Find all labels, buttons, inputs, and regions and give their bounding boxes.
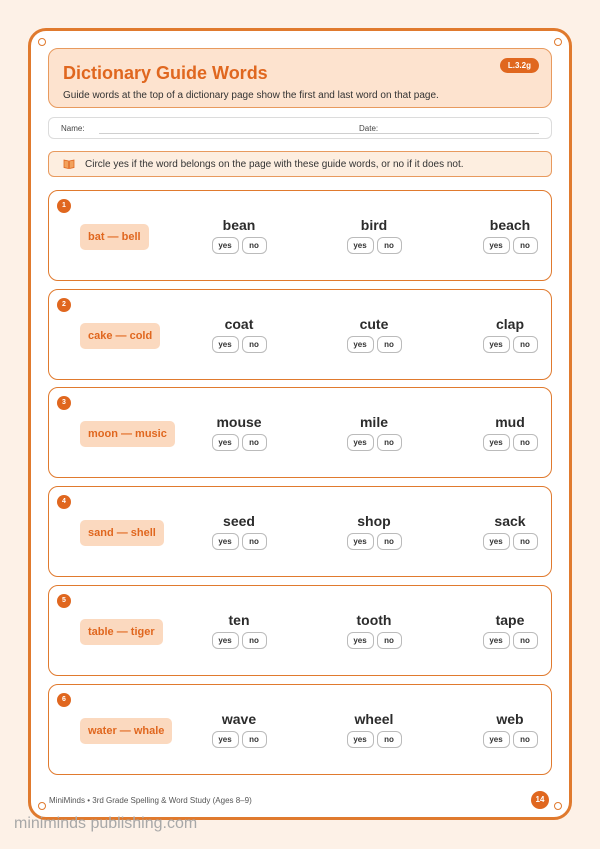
yes-option[interactable]: yes (483, 533, 510, 550)
no-option[interactable]: no (242, 237, 267, 254)
yes-option[interactable]: yes (483, 336, 510, 353)
guide-words-label: bat — bell (80, 224, 149, 250)
no-option[interactable]: no (242, 336, 267, 353)
test-word: tape (495, 612, 525, 628)
test-word: beach (489, 217, 531, 233)
exercise-item (48, 486, 552, 577)
no-option[interactable]: no (377, 632, 402, 649)
test-word: coat (224, 316, 254, 332)
no-option[interactable]: no (513, 237, 538, 254)
word-choice (334, 612, 414, 649)
yes-option[interactable]: yes (212, 434, 239, 451)
standard-badge: L.3.2g (500, 58, 539, 73)
word-choice (334, 316, 414, 353)
item-number-badge: 5 (57, 594, 71, 608)
yes-option[interactable]: yes (483, 237, 510, 254)
name-field[interactable] (99, 133, 389, 134)
yes-option[interactable]: yes (483, 632, 510, 649)
corner-dot (38, 38, 46, 46)
no-option[interactable]: no (377, 237, 402, 254)
instructions-text: Circle yes if the word belongs on the page with these guide words, or no if it does not. (85, 159, 464, 170)
name-date-row (48, 117, 552, 139)
no-option[interactable]: no (513, 632, 538, 649)
name-label: Name: (61, 124, 85, 133)
test-word: cute (359, 316, 389, 332)
page-title: Dictionary Guide Words (63, 63, 268, 83)
test-word: bird (360, 217, 388, 233)
no-option[interactable]: no (377, 336, 402, 353)
item-number-badge: 1 (57, 199, 71, 213)
date-field[interactable] (389, 133, 539, 134)
test-word: web (496, 711, 524, 727)
book-icon (63, 159, 75, 169)
no-option[interactable]: no (513, 533, 538, 550)
yes-option[interactable]: yes (212, 533, 239, 550)
corner-dot (554, 38, 562, 46)
guide-words-label: cake — cold (80, 323, 160, 349)
page-number: 14 (531, 791, 549, 809)
exercise-item (48, 190, 552, 281)
yes-option[interactable]: yes (212, 237, 239, 254)
guide-words-label: sand — shell (80, 520, 164, 546)
word-choice (470, 711, 550, 748)
item-number-badge: 6 (57, 693, 71, 707)
no-option[interactable]: no (242, 632, 267, 649)
word-choice (199, 711, 279, 748)
test-word: bean (222, 217, 256, 233)
yes-option[interactable]: yes (347, 731, 374, 748)
test-word: sack (494, 513, 526, 529)
guide-words-label: moon — music (80, 421, 175, 447)
word-choice (334, 513, 414, 550)
word-choice (199, 316, 279, 353)
word-choice (334, 217, 414, 254)
yes-option[interactable]: yes (483, 434, 510, 451)
yes-option[interactable]: yes (347, 237, 374, 254)
test-word: mud (495, 414, 525, 430)
word-choice (199, 612, 279, 649)
word-choice (199, 513, 279, 550)
yes-option[interactable]: yes (347, 632, 374, 649)
item-number-badge: 2 (57, 298, 71, 312)
worksheet-header (48, 48, 552, 108)
word-choice (470, 316, 550, 353)
test-word: seed (223, 513, 255, 529)
word-choice (470, 217, 550, 254)
test-word: tooth (356, 612, 392, 628)
no-option[interactable]: no (377, 434, 402, 451)
test-word: clap (495, 316, 524, 332)
page-subtitle: Guide words at the top of a dictionary page show the first and last word on that page. (63, 90, 439, 101)
no-option[interactable]: no (242, 731, 267, 748)
test-word: wave (221, 711, 257, 727)
exercise-item (48, 585, 552, 676)
word-choice (334, 711, 414, 748)
yes-option[interactable]: yes (347, 336, 374, 353)
test-word: ten (228, 612, 250, 628)
word-choice (199, 217, 279, 254)
word-choice (470, 513, 550, 550)
item-number-badge: 4 (57, 495, 71, 509)
no-option[interactable]: no (513, 731, 538, 748)
corner-dot (554, 802, 562, 810)
word-choice (334, 414, 414, 451)
guide-words-label: table — tiger (80, 619, 163, 645)
corner-dot (38, 802, 46, 810)
word-choice (470, 612, 550, 649)
yes-option[interactable]: yes (212, 731, 239, 748)
no-option[interactable]: no (242, 434, 267, 451)
yes-option[interactable]: yes (347, 533, 374, 550)
yes-option[interactable]: yes (347, 434, 374, 451)
yes-option[interactable]: yes (212, 336, 239, 353)
no-option[interactable]: no (377, 533, 402, 550)
guide-words-label: water — whale (80, 718, 172, 744)
test-word: mouse (216, 414, 262, 430)
footer-text: MiniMinds • 3rd Grade Spelling & Word Study (Ages 8–9) (49, 796, 252, 805)
instructions-box (48, 151, 552, 177)
no-option[interactable]: no (377, 731, 402, 748)
test-word: shop (357, 513, 391, 529)
test-word: mile (359, 414, 388, 430)
word-choice (199, 414, 279, 451)
no-option[interactable]: no (513, 336, 538, 353)
no-option[interactable]: no (242, 533, 267, 550)
watermark: miniminds publishing.com (14, 815, 198, 832)
exercise-item (48, 387, 552, 478)
date-label: Date: (359, 124, 379, 133)
no-option[interactable]: no (513, 434, 538, 451)
word-choice (470, 414, 550, 451)
exercise-item (48, 289, 552, 380)
item-number-badge: 3 (57, 396, 71, 410)
yes-option[interactable]: yes (483, 731, 510, 748)
yes-option[interactable]: yes (212, 632, 239, 649)
exercise-item (48, 684, 552, 775)
test-word: wheel (354, 711, 394, 727)
